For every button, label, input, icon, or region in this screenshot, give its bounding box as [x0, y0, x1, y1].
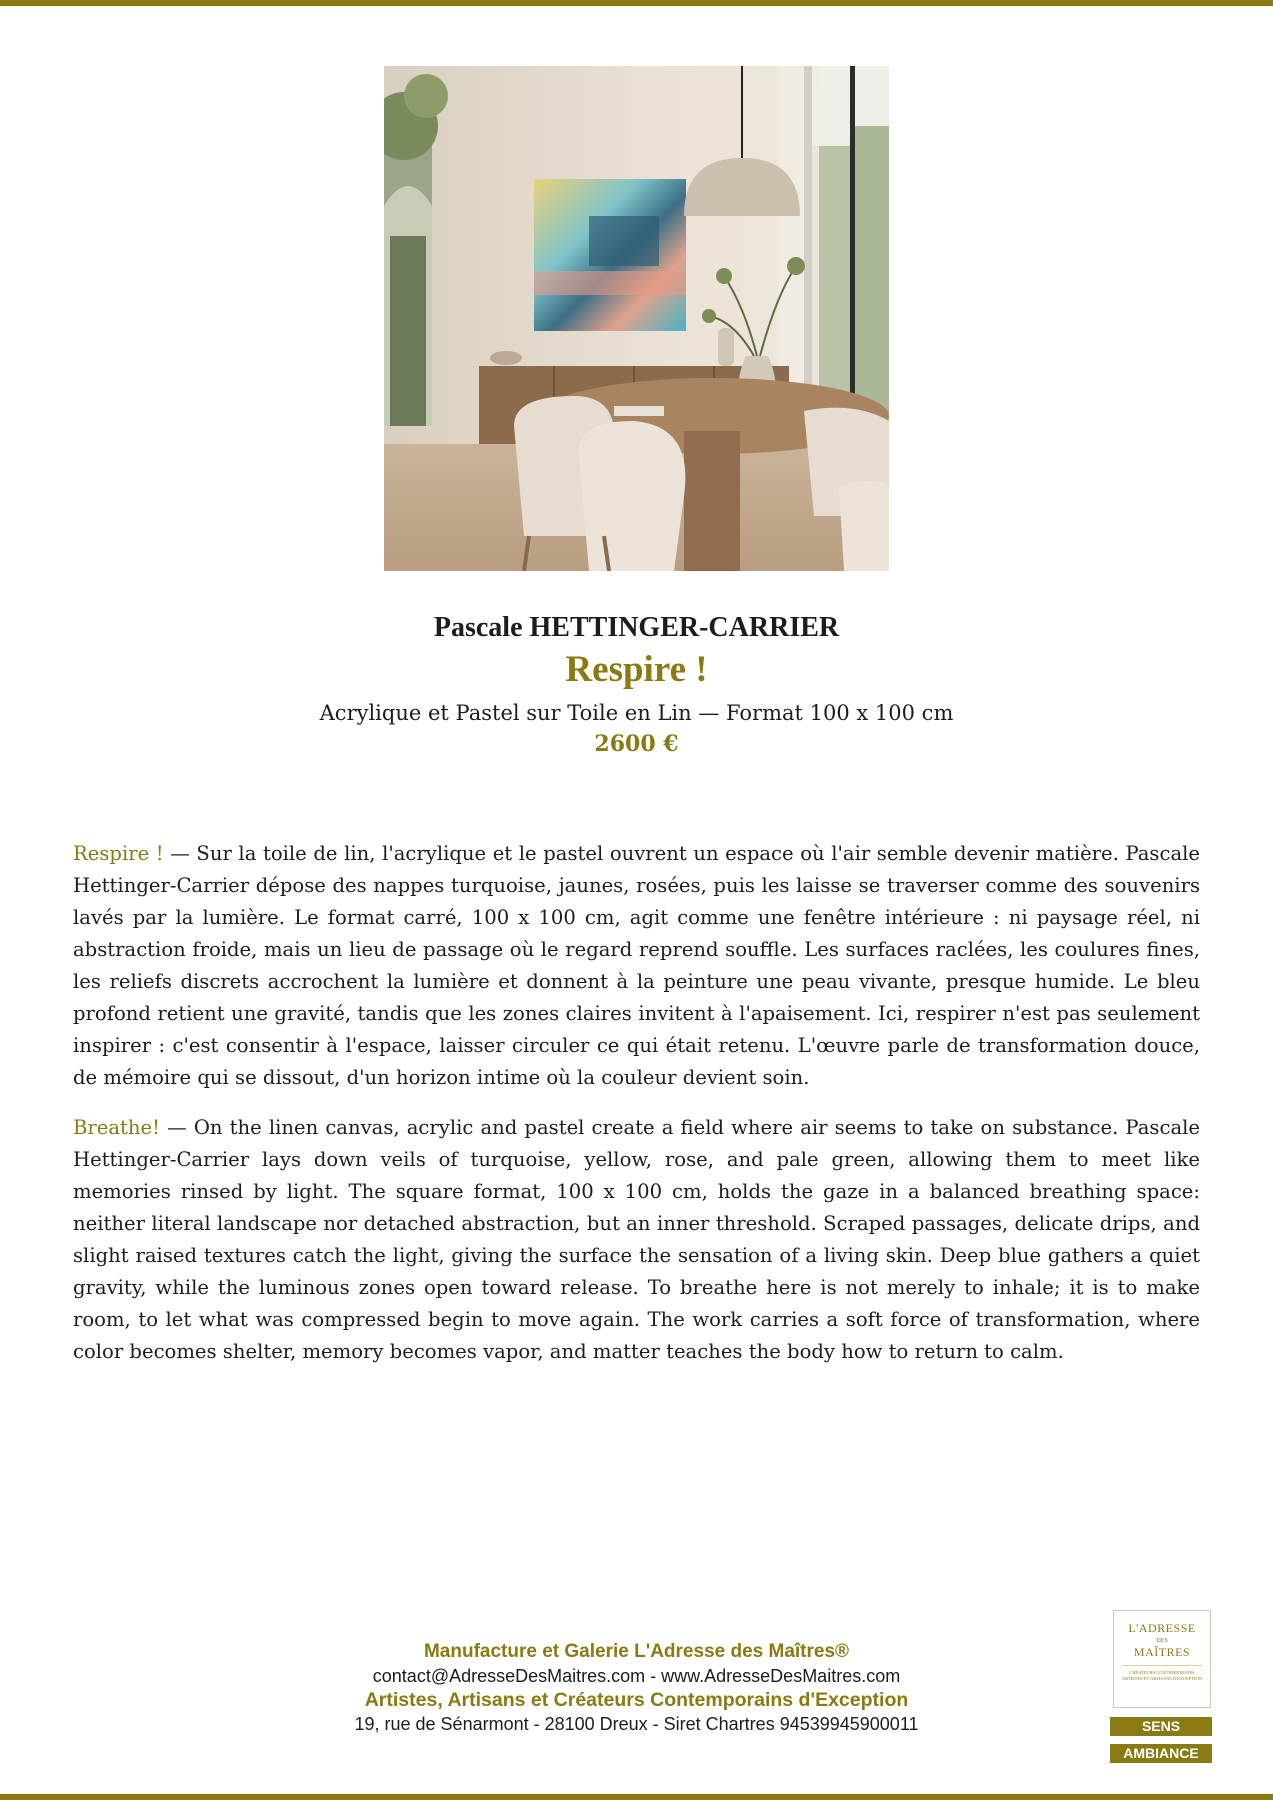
description-fr	[73, 838, 1200, 1094]
gallery-tagline: Artistes, Artisans et Créateurs Contemporains d'Exception	[364, 1689, 909, 1711]
logo-line-2: DES	[1156, 1638, 1168, 1644]
footer	[250, 1640, 1023, 1736]
artwork-room-photo	[384, 66, 889, 571]
logo-divider	[1122, 1665, 1202, 1666]
artwork-medium: Acrylique et Pastel sur Toile en Lin — Format 100 x 100 cm	[319, 701, 954, 725]
artwork-header	[0, 612, 1273, 757]
artwork-price: 2600 €	[594, 731, 679, 757]
bottom-border	[0, 1794, 1273, 1800]
artwork-title: Respire !	[565, 649, 708, 690]
interior-scene	[384, 66, 889, 571]
logo-line-3: MAÎTRES	[1133, 1645, 1191, 1659]
gallery-address: 19, rue de Sénarmont - 28100 Dreux - Siret Chartres 94539945900011	[354, 1714, 919, 1734]
description-fr-lead: Respire !	[73, 842, 164, 865]
badge-ambiance: AMBIANCE	[1110, 1744, 1212, 1763]
gallery-name: Manufacture et Galerie L'Adresse des Maîtres®	[423, 1641, 850, 1662]
logo-line-4: CRÉATEURS CONTEMPORAINS ARTISTES ET ARTISANS D'EXCEPTION	[1121, 1670, 1203, 1681]
gallery-contact[interactable]: contact@AdresseDesMaitres.com - www.AdresseDesMaitres.com	[372, 1666, 901, 1686]
artist-name: Pascale HETTINGER-CARRIER	[433, 612, 840, 643]
description-en-text: — On the linen canvas, acrylic and pastel create a field where air seems to take on substance. Pascale Hettinger-Carrier lays down veils of turquoise, yellow, rose, and pale green, allowing them to meet like memories rinsed by light. The square format, 100 x 100 cm, holds the gaze in a balanced breathing space: neither literal landscape nor detached abstraction, but an inner threshold. Scraped passages, delicate drips, and slight raised textures catch the light, giving the surface the sensation of a living skin. Deep blue gathers a quiet gravity, while the luminous zones open toward release. To breathe here is not merely to inhale; it is to make room, to let what was compressed begin to move again. The work carries a soft force of transformation, where color becomes shelter, memory becomes vapor, and matter teaches the body how to return to calm.	[73, 1116, 1200, 1363]
description-fr-text: — Sur la toile de lin, l'acrylique et le pastel ouvrent un espace où l'air semble devenir matière. Pascale Hettinger-Carrier dépose des nappes turquoise, jaunes, rosées, puis les laisse se traverser comme des souvenirs lavés par la lumière. Le format carré, 100 x 100 cm, agit comme une fenêtre intérieure : ni paysage réel, ni abstraction froide, mais un lieu de passage où le regard reprend souffle. Les surfaces raclées, les coulures fines, les reliefs discrets accrochent la lumière et donnent à la peinture une peau vivante, presque humide. Le bleu profond retient une gravité, tandis que les zones claires invitent à l'apaisement. Ici, respirer n'est pas seulement inspirer : c'est consentir à l'espace, laisser circuler ce qui était retenu. L'œuvre parle de transformation douce, de mémoire qui se dissout, d'un horizon intime où la couleur devient soin.	[73, 842, 1201, 1089]
description	[73, 838, 1200, 1386]
logo-line-1: L'ADRESSE	[1128, 1621, 1196, 1635]
description-en	[73, 1112, 1200, 1368]
top-border	[0, 0, 1273, 6]
description-en-lead: Breathe!	[73, 1116, 161, 1139]
badge-sens: SENS	[1110, 1717, 1212, 1736]
gallery-logo	[1113, 1610, 1211, 1708]
